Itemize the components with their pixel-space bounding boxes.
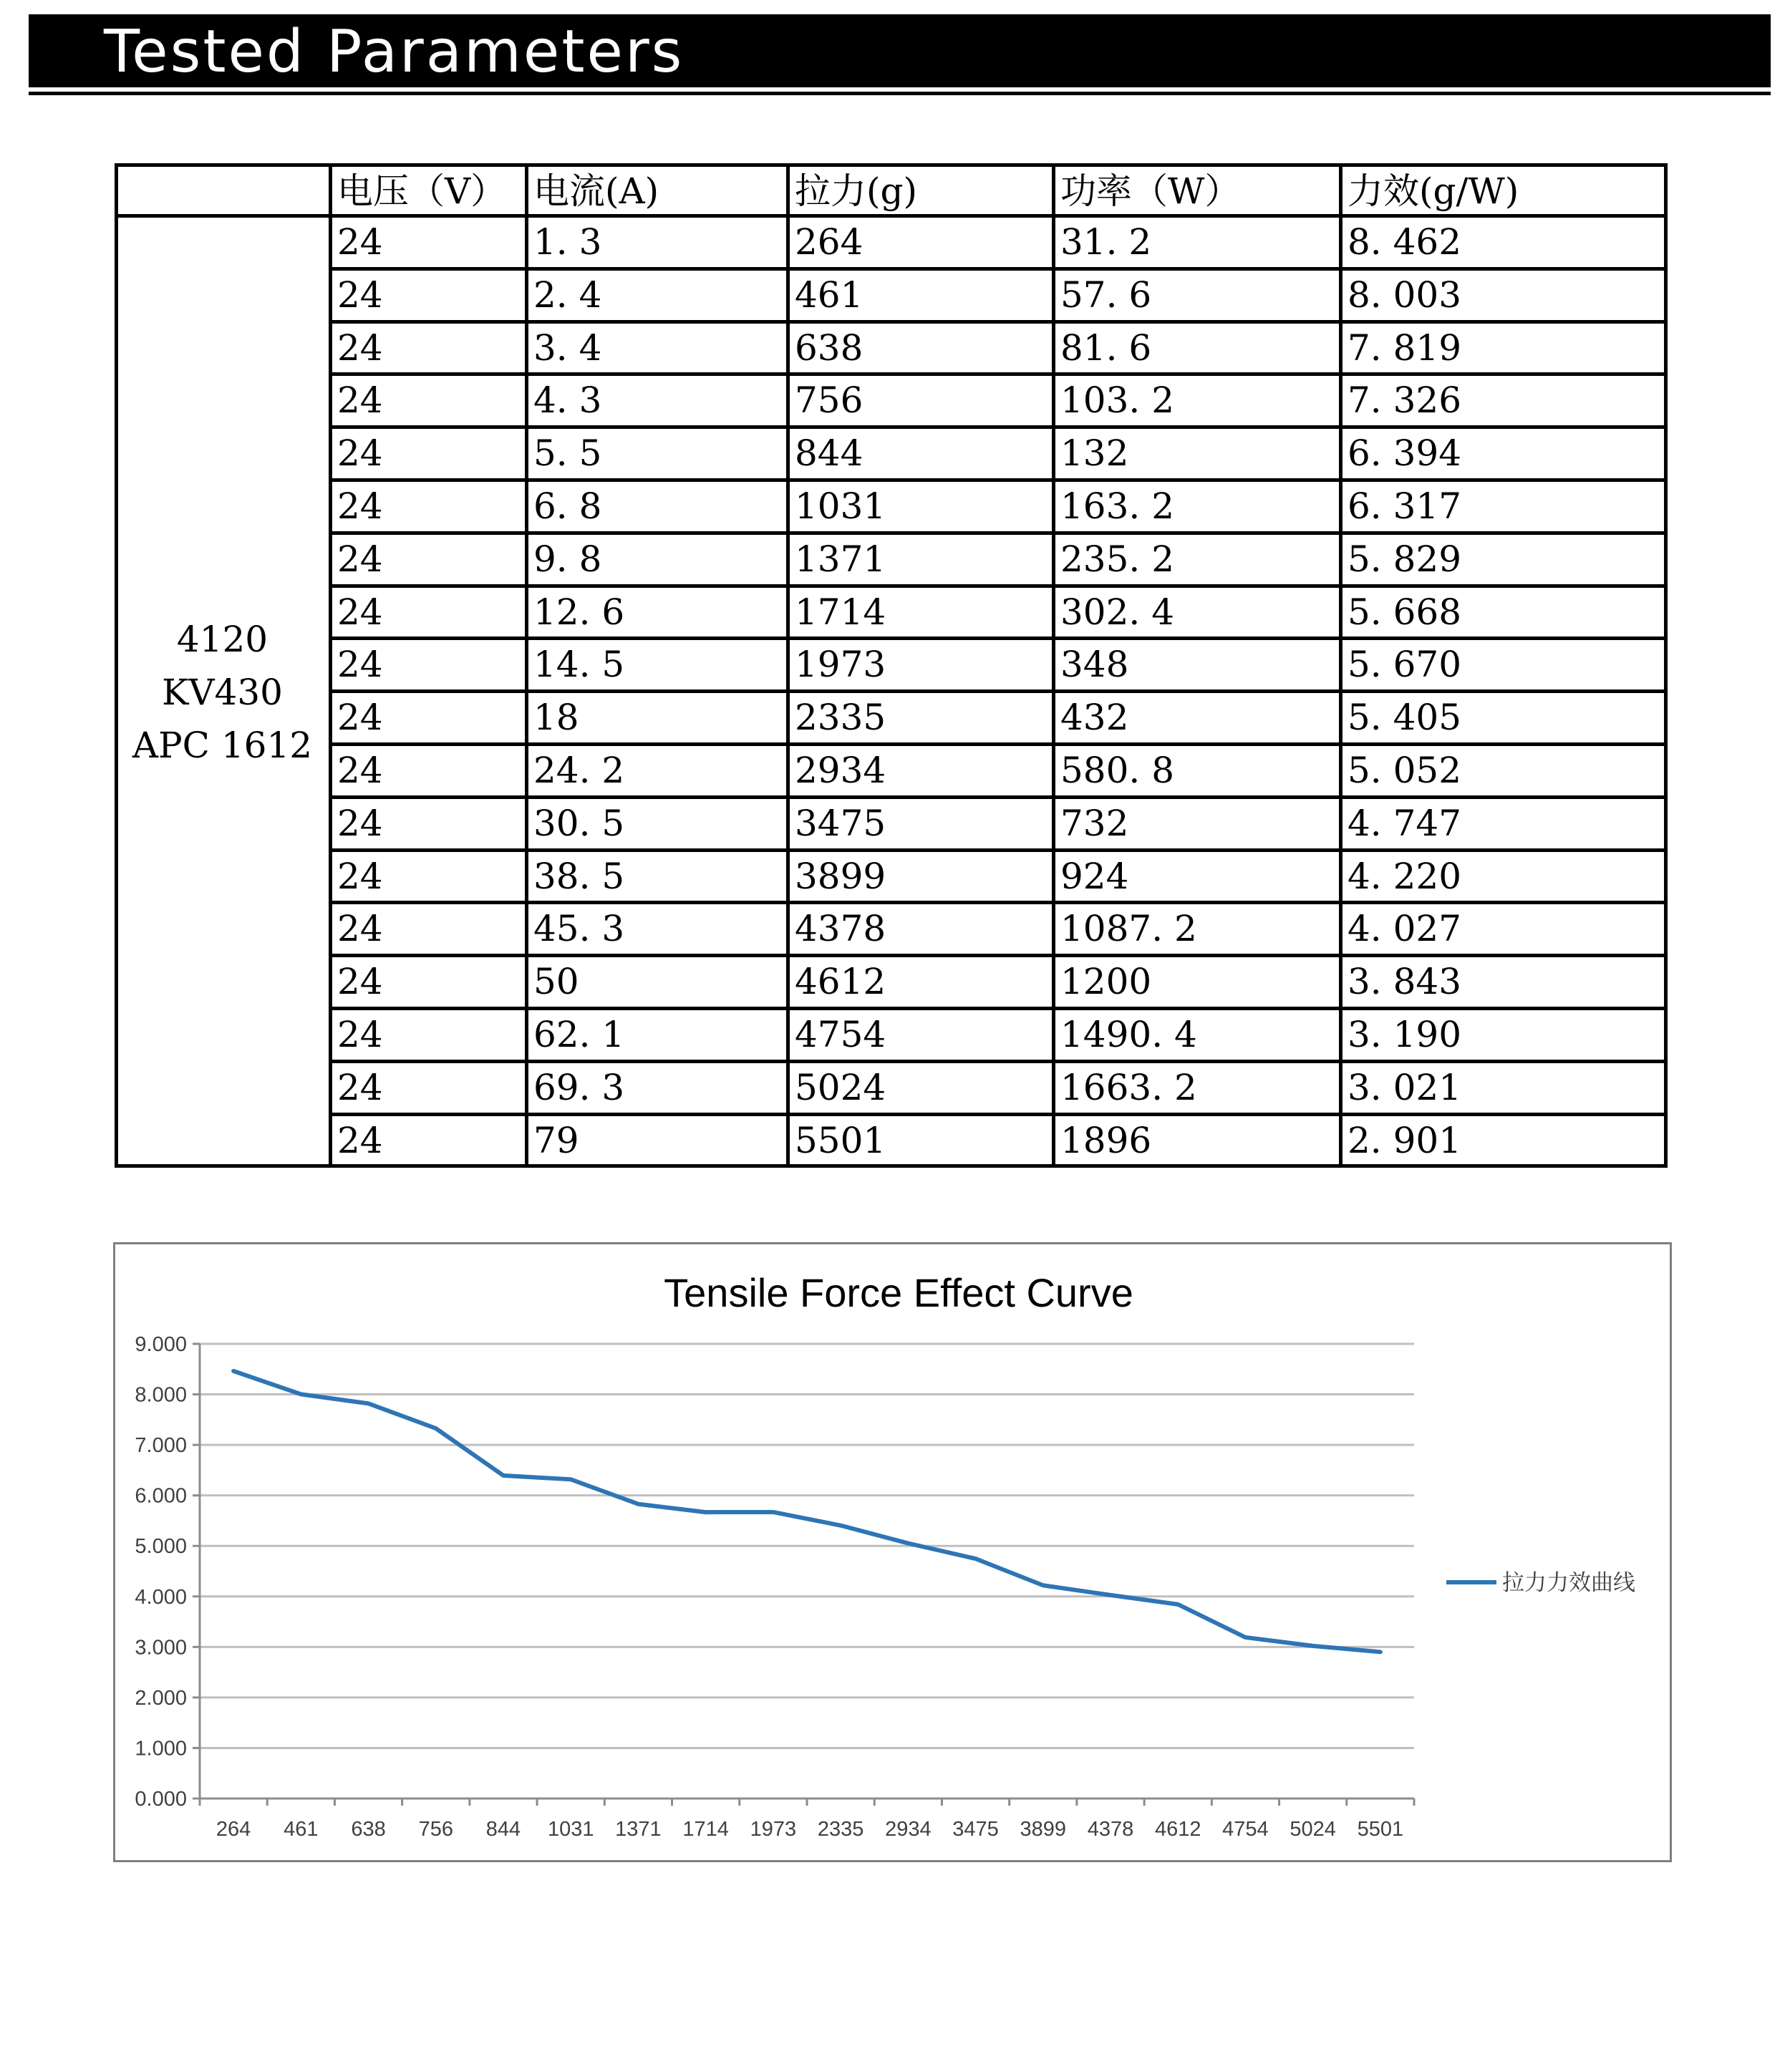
- chart-title: Tensile Force Effect Curve: [664, 1270, 1133, 1315]
- table-cell: 3. 190: [1348, 1014, 1462, 1055]
- table-row-divider: [330, 531, 1664, 535]
- table-header-divider: [118, 214, 1664, 218]
- chart-y-tick-label: 2.000: [135, 1686, 187, 1710]
- table-cell: 5501: [795, 1119, 886, 1161]
- table-header-cell: 拉力(g): [795, 170, 918, 212]
- table-cell: 4. 3: [533, 379, 602, 422]
- table-cell: 24: [337, 538, 383, 580]
- table-cell: 24: [337, 379, 383, 422]
- chart-y-tick-label: 4.000: [135, 1585, 187, 1609]
- table-cell: 2. 901: [1348, 1119, 1462, 1161]
- chart-x-tick-label: 3899: [1020, 1818, 1067, 1841]
- table-cell: 24: [337, 485, 383, 527]
- table-cell: 4. 220: [1348, 855, 1462, 897]
- model-label-line: KV430: [162, 671, 283, 713]
- table-cell: 4. 747: [1348, 802, 1462, 844]
- chart-x-tick-label: 461: [284, 1818, 319, 1841]
- table-cell: 1371: [795, 538, 886, 580]
- table-cell: 3475: [795, 802, 886, 844]
- table-row-divider: [330, 267, 1664, 271]
- table-cell: 38. 5: [533, 855, 625, 897]
- table-cell: 30. 5: [533, 802, 625, 844]
- table-row-divider: [330, 1113, 1664, 1116]
- header-banner: [29, 14, 1771, 87]
- table-row-divider: [330, 1060, 1664, 1063]
- table-cell: 235. 2: [1060, 538, 1175, 580]
- table-header-cell: 电压（V）: [337, 170, 507, 212]
- chart-x-tick-label: 1714: [682, 1818, 729, 1841]
- table-cell: 4. 027: [1348, 908, 1462, 950]
- table-cell: 756: [795, 379, 863, 422]
- table-cell: 24: [337, 1119, 383, 1161]
- table-cell: 732: [1060, 802, 1129, 844]
- table-cell: 264: [795, 221, 863, 263]
- table-cell: 2. 4: [533, 273, 602, 316]
- table-cell: 5. 668: [1348, 591, 1462, 633]
- table-cell: 6. 8: [533, 485, 602, 527]
- model-label-line: APC 1612: [132, 724, 313, 766]
- table-cell: 163. 2: [1060, 485, 1175, 527]
- table-cell: 69. 3: [533, 1066, 625, 1108]
- chart-y-tick-label: 9.000: [135, 1333, 187, 1356]
- table-row-divider: [330, 742, 1664, 746]
- table-cell: 8. 003: [1348, 273, 1462, 316]
- table-cell: 24: [337, 326, 383, 369]
- chart-y-tick-label: 8.000: [135, 1383, 187, 1407]
- table-cell: 1714: [795, 591, 886, 633]
- chart-y-tick-label: 5.000: [135, 1535, 187, 1559]
- chart-x-tick-label: 1973: [750, 1818, 797, 1841]
- model-label: [118, 216, 326, 1168]
- table-cell: 6. 394: [1348, 432, 1462, 475]
- table-cell: 24: [337, 221, 383, 263]
- page-title: Tested Parameters: [104, 18, 684, 86]
- chart-x-tick-label: 4754: [1222, 1818, 1269, 1841]
- model-label-line: 4120: [176, 618, 268, 660]
- table-cell: 5024: [795, 1066, 886, 1108]
- table-header-cell: 力效(g/W): [1348, 170, 1519, 212]
- table-row-divider: [330, 689, 1664, 693]
- table-cell: 5. 405: [1348, 697, 1462, 739]
- table-row-divider: [330, 425, 1664, 429]
- table-cell: 24: [337, 1014, 383, 1055]
- table-cell: 6. 317: [1348, 485, 1462, 527]
- table-cell: 81. 6: [1060, 326, 1152, 369]
- table-cell: 3. 843: [1348, 961, 1462, 1003]
- table-row-divider: [330, 954, 1664, 957]
- table-cell: 1663. 2: [1060, 1066, 1197, 1108]
- table-cell: 432: [1060, 697, 1129, 739]
- table-cell: 24: [337, 802, 383, 844]
- chart-x-tick-label: 5024: [1290, 1818, 1336, 1841]
- chart-x-tick-label: 2934: [885, 1818, 932, 1841]
- table-cell: 4754: [795, 1014, 886, 1055]
- table-cell: 638: [795, 326, 863, 369]
- table-cell: 1200: [1060, 961, 1152, 1003]
- table-cell: 844: [795, 432, 863, 475]
- chart-x-tick-label: 2335: [817, 1818, 864, 1841]
- table-cell: 24: [337, 855, 383, 897]
- table-cell: 5. 052: [1348, 750, 1462, 791]
- table-cell: 31. 2: [1060, 221, 1152, 263]
- table-cell: 24: [337, 591, 383, 633]
- table-row-divider: [330, 320, 1664, 324]
- chart-x-tick-label: 4612: [1154, 1818, 1201, 1841]
- chart-y-tick-label: 6.000: [135, 1484, 187, 1508]
- table-cell: 45. 3: [533, 908, 625, 950]
- table-cell: 2335: [795, 697, 886, 739]
- table-cell: 79: [533, 1119, 579, 1161]
- table-cell: 14. 5: [533, 644, 625, 686]
- chart-x-tick-label: 3475: [952, 1818, 999, 1841]
- chart-x-tick-label: 1371: [615, 1818, 662, 1841]
- chart-y-tick-label: 1.000: [135, 1737, 187, 1761]
- table-header-cell: 电流(A): [533, 170, 659, 212]
- table-cell: 24: [337, 1066, 383, 1108]
- table-cell: 1087. 2: [1060, 908, 1197, 950]
- chart-y-tick-label: 3.000: [135, 1636, 187, 1660]
- table-header-cell: 功率（W）: [1060, 170, 1241, 212]
- table-cell: 348: [1060, 644, 1129, 686]
- table-cell: 461: [795, 273, 863, 316]
- table-row-divider: [330, 795, 1664, 799]
- chart-x-tick-label: 1031: [547, 1818, 594, 1841]
- chart-frame: [113, 1242, 1672, 1862]
- table-cell: 24: [337, 908, 383, 950]
- table-cell: 5. 5: [533, 432, 602, 475]
- table-cell: 302. 4: [1060, 591, 1175, 633]
- table-cell: 18: [533, 697, 579, 739]
- table-cell: 7. 819: [1348, 326, 1462, 369]
- table-cell: 12. 6: [533, 591, 625, 633]
- table-cell: 9. 8: [533, 538, 602, 580]
- table-cell: 1. 3: [533, 221, 602, 263]
- chart-x-tick-label: 638: [351, 1818, 386, 1841]
- chart-y-tick-label: 0.000: [135, 1788, 187, 1811]
- header-rule: [29, 92, 1771, 95]
- chart-x-tick-label: 5501: [1357, 1818, 1404, 1841]
- table-cell: 4612: [795, 961, 886, 1003]
- table-cell: 580. 8: [1060, 750, 1175, 791]
- chart-series-line: [233, 1371, 1380, 1652]
- table-cell: 3. 4: [533, 326, 602, 369]
- table-cell: 57. 6: [1060, 273, 1152, 316]
- table-cell: 24: [337, 961, 383, 1003]
- tensile-force-chart: [115, 1244, 1670, 1860]
- table-cell: 3. 021: [1348, 1066, 1462, 1108]
- table-row-divider: [330, 584, 1664, 588]
- table-cell: 1973: [795, 644, 886, 686]
- table-row-divider: [330, 478, 1664, 482]
- table-cell: 24. 2: [533, 750, 625, 791]
- chart-legend-label: 拉力力效曲线: [1502, 1570, 1635, 1596]
- chart-x-tick-label: 264: [216, 1818, 251, 1841]
- table-cell: 132: [1060, 432, 1129, 475]
- table-cell: 103. 2: [1060, 379, 1175, 422]
- table-cell: 24: [337, 644, 383, 686]
- table-row-divider: [330, 1007, 1664, 1010]
- table-cell: 5. 670: [1348, 644, 1462, 686]
- table-cell: 24: [337, 273, 383, 316]
- table-cell: 1031: [795, 485, 886, 527]
- table-cell: 2934: [795, 750, 886, 791]
- table-cell: 24: [337, 697, 383, 739]
- table-cell: 7. 326: [1348, 379, 1462, 422]
- parameters-table: [115, 163, 1668, 1168]
- table-cell: 1896: [1060, 1119, 1152, 1161]
- table-row-divider: [330, 636, 1664, 640]
- table-cell: 62. 1: [533, 1014, 625, 1055]
- table-cell: 24: [337, 750, 383, 791]
- chart-x-tick-label: 756: [418, 1818, 453, 1841]
- table-cell: 5. 829: [1348, 538, 1462, 580]
- table-cell: 50: [533, 961, 579, 1003]
- table-cell: 4378: [795, 908, 886, 950]
- table-cell: 3899: [795, 855, 886, 897]
- table-row-divider: [330, 901, 1664, 904]
- table-row-divider: [330, 372, 1664, 376]
- table-cell: 924: [1060, 855, 1129, 897]
- table-cell: 1490. 4: [1060, 1014, 1197, 1055]
- table-cell: 8. 462: [1348, 221, 1462, 263]
- chart-y-tick-label: 7.000: [135, 1434, 187, 1458]
- table-row-divider: [330, 848, 1664, 852]
- chart-x-tick-label: 844: [485, 1818, 521, 1841]
- table-cell: 24: [337, 432, 383, 475]
- chart-x-tick-label: 4378: [1087, 1818, 1134, 1841]
